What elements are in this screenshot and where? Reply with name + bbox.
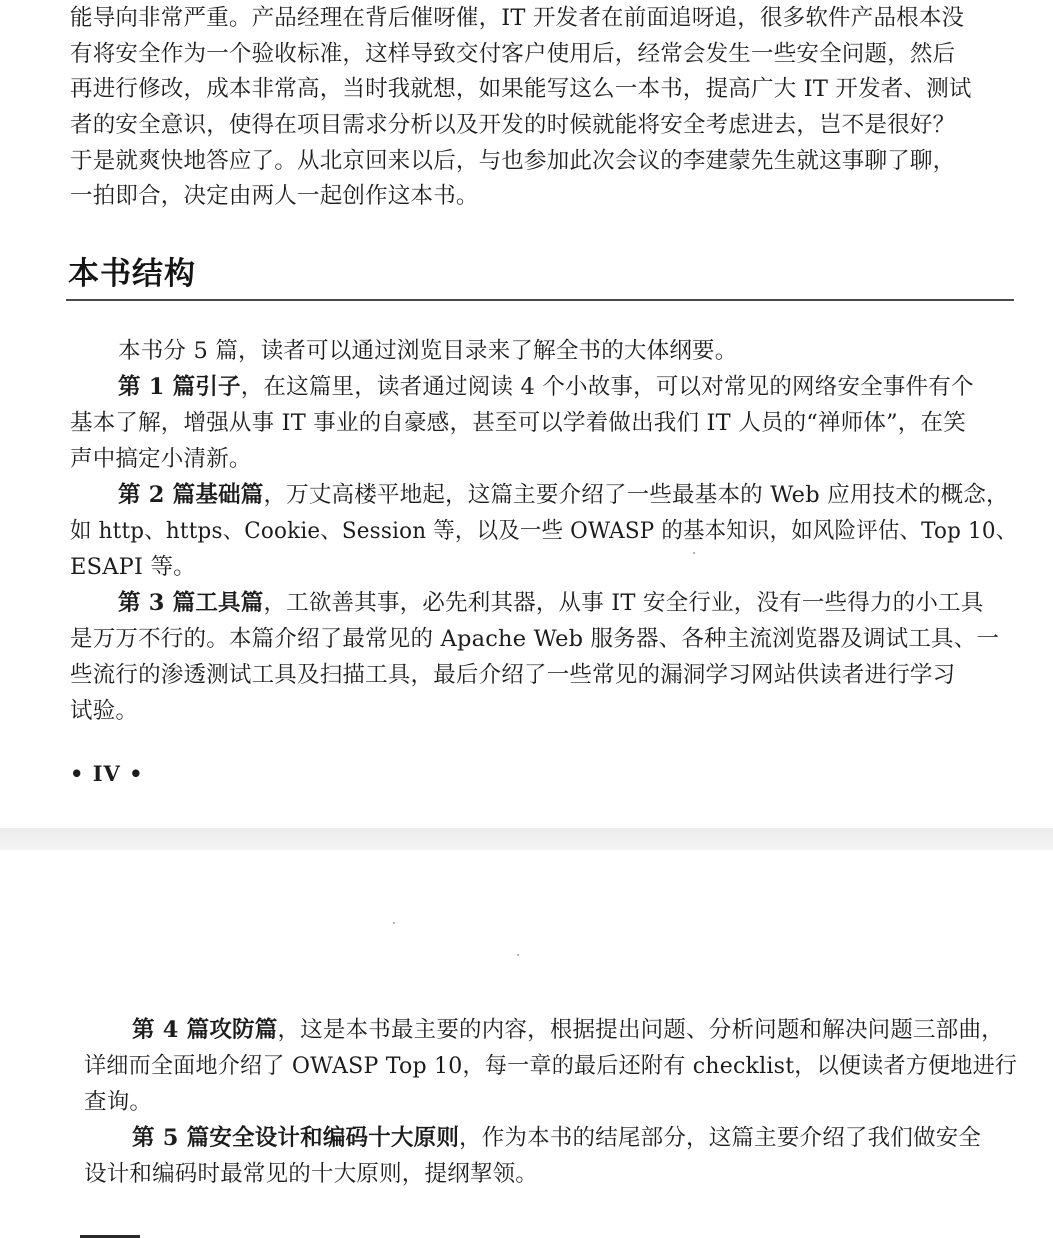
part4-line-3: 查询。 — [84, 1089, 153, 1115]
part3-line-4: 试验。 — [70, 698, 139, 724]
part2-line-3: ESAPI 等。 — [70, 554, 196, 580]
intro-line-2: 有将安全作为一个验收标准，这样导致交付客户使用后，经常会发生一些安全问题，然后 — [70, 41, 956, 67]
intro-line-1: 能导向非常严重。产品经理在背后催呀催，IT 开发者在前面追呀追，很多软件产品根本没 — [70, 5, 965, 31]
part1-line-2: 基本了解，增强从事 IT 事业的自豪感，甚至可以学着做出我们 IT 人员的“禅师体”，在笑 — [70, 410, 966, 436]
paper-speck — [517, 954, 519, 956]
page-number: • IV • — [70, 761, 144, 786]
part3-line-1 — [118, 588, 983, 618]
cropped-next-heading — [80, 1228, 150, 1238]
part2-title: 第 2 篇基础篇 — [118, 482, 264, 508]
part5-line-1 — [132, 1123, 981, 1153]
part4-text-1: ，这是本书最主要的内容，根据提出问题、分析问题和解决问题三部曲， — [277, 1017, 1004, 1043]
paper-speck — [393, 922, 395, 924]
intro-line-3: 再进行修改，成本非常高，当时我就想，如果能写这么一本书，提高广大 IT 开发者、测试 — [70, 76, 972, 102]
heading-rule — [66, 299, 1014, 301]
intro-line-6: 一拍即合，决定由两人一起创作这本书。 — [70, 183, 479, 209]
paper-speck — [693, 552, 695, 554]
part1-title: 第 1 篇引子 — [118, 374, 241, 400]
part3-line-2: 是万万不行的。本篇介绍了最常见的 Apache Web 服务器、各种主流浏览器及调试工具、一 — [70, 626, 1000, 652]
part2-line-2: 如 http、https、Cookie、Session 等，以及一些 OWASP 的基本知识，如风险评估、Top 10、 — [70, 518, 1018, 544]
part2-text-1: ，万丈高楼平地起，这篇主要介绍了一些最基本的 Web 应用技术的概念， — [263, 482, 1009, 508]
part4-title: 第 4 篇攻防篇 — [132, 1017, 278, 1043]
page-separator — [0, 828, 1053, 850]
part5-line-2: 设计和编码时最常见的十大原则，提纲挈领。 — [84, 1161, 539, 1187]
part1-text-1: ，在这篇里，读者通过阅读 4 个小故事，可以对常见的网络安全事件有个 — [240, 374, 974, 400]
summary-line: 本书分 5 篇，读者可以通过浏览目录来了解全书的大体纲要。 — [118, 338, 738, 364]
part1-line-1 — [118, 372, 974, 402]
part3-text-1: ，工欲善其事，必先利其器，从事 IT 安全行业，没有一些得力的小工具 — [263, 590, 984, 616]
section-heading: 本书结构 — [68, 256, 196, 292]
part5-title: 第 5 篇安全设计和编码十大原则 — [132, 1125, 460, 1151]
part1-line-3: 声中搞定小清新。 — [70, 446, 252, 472]
intro-line-4: 者的安全意识，使得在项目需求分析以及开发的时候就能将安全考虑进去，岂不是很好？ — [70, 112, 956, 138]
intro-line-5: 于是就爽快地答应了。从北京回来以后，与也参加此次会议的李建蒙先生就这事聊了聊， — [70, 148, 956, 174]
part4-line-1 — [132, 1015, 1004, 1045]
part4-line-2: 详细而全面地介绍了 OWASP Top 10，每一章的最后还附有 checklist，以便读者方便地进行 — [84, 1053, 1018, 1079]
part5-text-1: ，作为本书的结尾部分，这篇主要介绍了我们做安全 — [459, 1125, 982, 1151]
part2-line-1 — [118, 480, 1009, 510]
part3-title: 第 3 篇工具篇 — [118, 590, 264, 616]
part3-line-3: 些流行的渗透测试工具及扫描工具，最后介绍了一些常见的漏洞学习网站供读者进行学习 — [70, 662, 956, 688]
